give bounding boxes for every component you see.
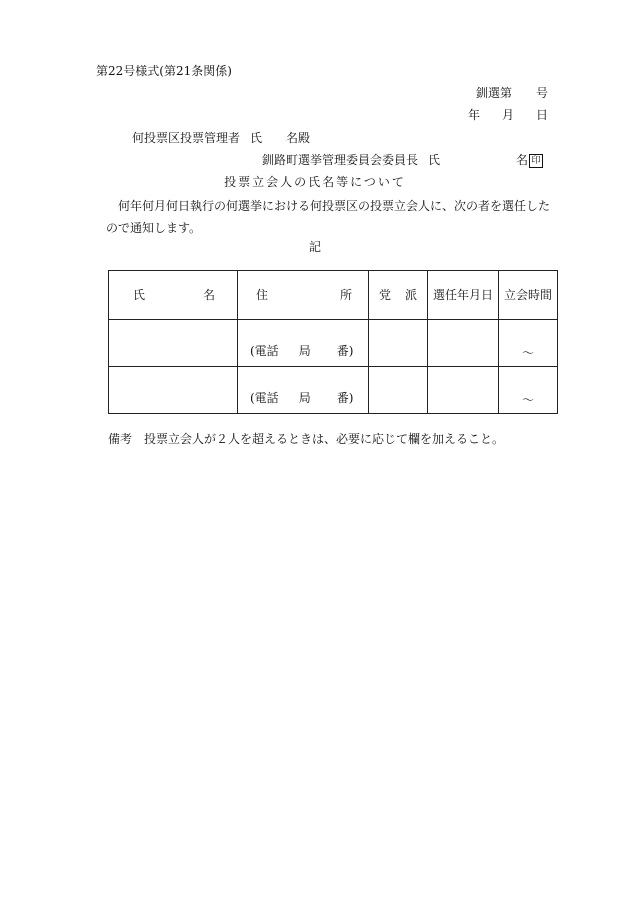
header-appointed-date — [428, 271, 499, 320]
cell-address — [238, 320, 369, 367]
header-name — [109, 271, 238, 320]
sender-title: 釧路町選挙管理委員会委員長 — [262, 153, 419, 167]
header-party-b: 派 — [405, 287, 418, 302]
header-appointed-date-label: 選任年月日 — [432, 287, 493, 302]
phone-number: 番) — [336, 343, 354, 358]
header-party-a: 党 — [378, 287, 391, 302]
document-subject: 投票立会人の氏名等について — [224, 175, 406, 189]
doc-number-suffix: 号 — [535, 86, 548, 100]
header-party — [369, 271, 428, 320]
sender-surname-label: 氏 — [428, 153, 441, 167]
cell-name — [109, 320, 238, 367]
cell-party — [369, 367, 428, 414]
header-address-a: 住 — [256, 287, 269, 302]
phone-number: 番) — [336, 390, 354, 405]
time-range-tilde: ～ — [521, 345, 534, 360]
cell-appointed-date — [428, 367, 499, 414]
remarks-text: 投票立会人が２人を超えるときは、必要に応じて欄を加えること。 — [144, 432, 505, 446]
body-text: 何年何月何日執行の何選挙における何投票区の投票立会人に、次の者を選任したので通知します。 — [106, 199, 551, 235]
cell-appointed-date — [428, 320, 499, 367]
doc-number-prefix: 釧選第 — [475, 86, 512, 100]
addressee — [132, 131, 310, 145]
addressee-surname-label: 氏 — [250, 131, 263, 145]
header-name-b: 名 — [202, 287, 215, 302]
remarks-label: 備考 — [108, 432, 133, 446]
seal-mark: 印 — [529, 154, 543, 168]
table-header-row — [109, 271, 558, 320]
remarks — [108, 432, 504, 446]
date-month: 月 — [501, 108, 514, 122]
header-attend-time — [499, 271, 558, 320]
ki-heading: 記 — [308, 240, 321, 254]
date-day: 日 — [535, 108, 548, 122]
phone-open: (電話 — [250, 390, 279, 405]
table-row — [109, 367, 558, 414]
header-name-a: 氏 — [133, 287, 146, 302]
phone-line — [250, 344, 353, 358]
cell-address — [238, 367, 369, 414]
cell-name — [109, 367, 238, 414]
header-attend-time-label: 立会時間 — [503, 287, 552, 302]
sender — [262, 153, 543, 168]
appointee-table — [108, 270, 558, 414]
table-row — [109, 320, 558, 367]
phone-exchange: 局 — [298, 390, 311, 405]
date-year: 年 — [467, 108, 480, 122]
addressee-org: 何投票区投票管理者 — [132, 131, 241, 145]
phone-line — [250, 391, 353, 405]
addressee-name-label: 名殿 — [286, 131, 311, 145]
document-number — [476, 86, 548, 100]
form-number: 第22号様式(第21条関係) — [96, 64, 232, 78]
date-line — [468, 108, 548, 122]
sender-name-label: 名 — [516, 153, 529, 167]
phone-open: (電話 — [250, 343, 279, 358]
cell-party — [369, 320, 428, 367]
cell-attend-time — [499, 320, 558, 367]
time-range-tilde: ～ — [521, 392, 534, 407]
phone-exchange: 局 — [298, 343, 311, 358]
header-address-b: 所 — [339, 287, 352, 302]
header-address — [238, 271, 369, 320]
cell-attend-time — [499, 367, 558, 414]
